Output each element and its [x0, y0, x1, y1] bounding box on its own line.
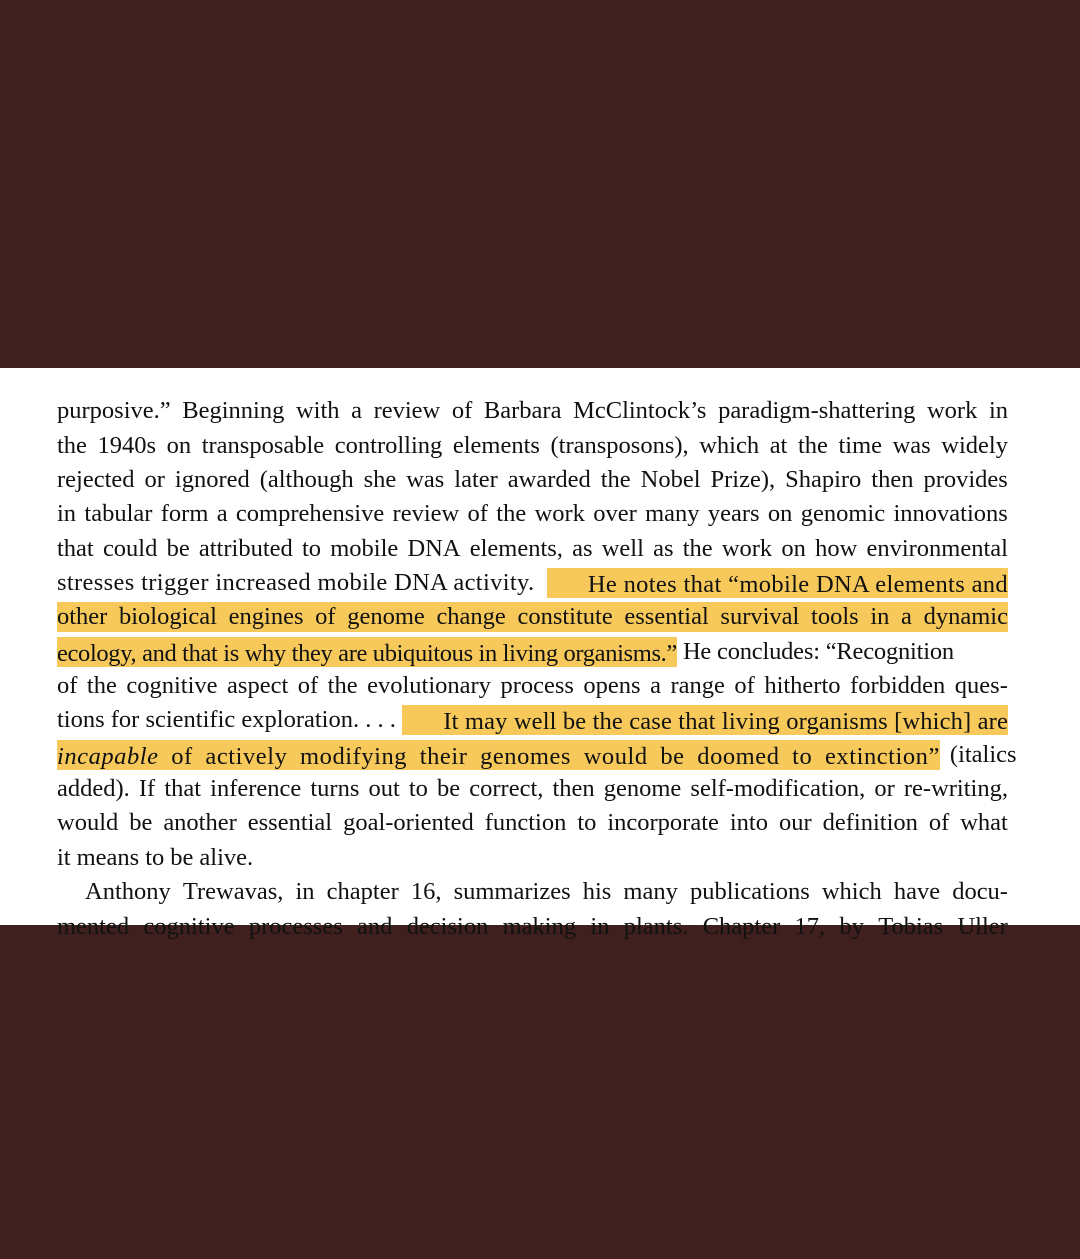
word: another: [163, 809, 237, 836]
word: as: [572, 535, 593, 562]
word: of: [57, 672, 78, 699]
word: survival: [720, 603, 800, 630]
word: which: [699, 432, 760, 459]
word: how: [815, 535, 858, 562]
highlighted-passage-1b: [57, 602, 1008, 632]
word: on: [767, 500, 793, 527]
word: his: [582, 878, 612, 905]
word: review: [373, 397, 441, 424]
word: function: [484, 809, 567, 836]
word: summarizes: [453, 878, 571, 905]
word: forbidden: [850, 672, 946, 699]
word: the: [682, 535, 713, 562]
text-line-10-plain: tions for scientific exploration. . . .: [57, 706, 396, 733]
word: what: [960, 809, 1008, 836]
word: or: [144, 466, 165, 493]
word: alive.: [199, 844, 254, 871]
word: ignored: [174, 466, 250, 493]
word: turns: [310, 775, 360, 802]
word: would: [57, 809, 119, 836]
word: a: [216, 500, 228, 527]
word: publications: [689, 878, 810, 905]
word: Trewavas,: [182, 878, 284, 905]
word: rejected: [57, 466, 135, 493]
text-line-1: [57, 396, 1008, 426]
word: be: [170, 844, 194, 871]
word: and: [357, 913, 393, 940]
word: then: [552, 775, 595, 802]
word: of: [467, 500, 488, 527]
text-line-12: [57, 774, 1008, 804]
highlighted-passage-1c: ecology, and that is why they are ubiquitous in living organisms.”: [57, 637, 677, 667]
word: work: [534, 500, 585, 527]
word: the: [57, 432, 87, 459]
word: over: [593, 500, 637, 527]
word: inference: [210, 775, 302, 802]
word: to: [408, 775, 428, 802]
word: Barbara: [483, 397, 562, 424]
word: the: [86, 672, 117, 699]
word: making: [502, 913, 577, 940]
word: definition: [822, 809, 918, 836]
word: plants.: [623, 913, 689, 940]
book-page-excerpt: [0, 368, 1080, 940]
word: provides: [923, 466, 1008, 493]
text-line-2: [57, 431, 1008, 461]
word: process: [500, 672, 574, 699]
word: the: [496, 500, 527, 527]
word: into: [729, 809, 768, 836]
word: to: [301, 535, 322, 562]
word: to: [577, 809, 597, 836]
word: attributed: [198, 535, 293, 562]
word: in: [590, 913, 610, 940]
word: docu-: [952, 878, 1008, 905]
word: awarded: [507, 466, 591, 493]
word: could: [102, 535, 158, 562]
word: ques-: [954, 672, 1008, 699]
word: re-writing,: [903, 775, 1008, 802]
word: in: [988, 397, 1008, 424]
word: out: [368, 775, 400, 802]
word: opens: [583, 672, 641, 699]
word: in: [870, 603, 890, 630]
text-line-3: [57, 465, 1008, 495]
word: work: [926, 397, 978, 424]
word: then: [871, 466, 914, 493]
word: as: [653, 535, 674, 562]
word: processes: [248, 913, 343, 940]
word: of: [315, 603, 336, 630]
word: Chapter: [702, 913, 781, 940]
word: tabular: [84, 500, 153, 527]
word: other: [57, 603, 108, 630]
word: cognitive: [143, 913, 235, 940]
word: that: [57, 535, 94, 562]
word: Anthony: [85, 878, 171, 905]
word: essential: [624, 603, 709, 630]
word: means: [76, 844, 140, 871]
text-line-8: [57, 637, 1008, 667]
word: our: [778, 809, 812, 836]
word: was: [406, 466, 445, 493]
word: elements: [452, 432, 540, 459]
text-line-6-plain: stresses trigger increased mobile DNA activity.: [57, 569, 535, 596]
word: Beginning: [182, 397, 285, 424]
word: decision: [406, 913, 489, 940]
word: essential: [247, 809, 333, 836]
word: correct,: [469, 775, 544, 802]
word: many: [645, 500, 700, 527]
word: environmental: [866, 535, 1008, 562]
word: with: [295, 397, 340, 424]
word: form: [160, 500, 209, 527]
text-line-11-plain: (italics: [949, 741, 1017, 768]
word: controlling: [334, 432, 443, 459]
word: the: [327, 672, 358, 699]
word: widely: [941, 432, 1008, 459]
word: be: [166, 535, 190, 562]
word: tools: [811, 603, 859, 630]
word: at: [769, 432, 788, 459]
text-line-9: [57, 671, 1008, 701]
word: evolutionary: [367, 672, 491, 699]
word: a: [351, 397, 362, 424]
text-line-11: [57, 740, 1017, 770]
word: later: [454, 466, 498, 493]
word: be: [437, 775, 461, 802]
highlighted-passage-2b: [57, 740, 940, 770]
word: well: [601, 535, 644, 562]
word: which: [821, 878, 882, 905]
word: on: [166, 432, 192, 459]
word: of: [928, 809, 950, 836]
text-line-14: [57, 843, 1008, 873]
text-line-16-cropped: [57, 912, 1008, 942]
word: be: [129, 809, 153, 836]
word: If: [138, 775, 156, 802]
word: that: [164, 775, 202, 802]
word: DNA: [407, 535, 461, 562]
word: to: [145, 844, 165, 871]
word: dynamic: [923, 603, 1008, 630]
highlighted-passage-2a: It may well be the case that living organisms [which] are: [402, 705, 1008, 735]
word: aspect: [227, 672, 289, 699]
word: 17,: [794, 913, 826, 940]
word: on: [781, 535, 806, 562]
word: biological: [119, 603, 217, 630]
text-line-15: [85, 877, 1008, 907]
word: mobile: [330, 535, 399, 562]
word: 16,: [410, 878, 442, 905]
highlighted-passage-1a: He notes that “mobile DNA elements and: [547, 568, 1008, 598]
word: years: [707, 500, 760, 527]
word: it: [57, 844, 71, 871]
word: she: [363, 466, 397, 493]
word: transposable: [201, 432, 325, 459]
word: genome: [347, 603, 425, 630]
word: self-modification,: [690, 775, 866, 802]
word: paradigm-shattering: [718, 397, 916, 424]
word: constitute: [517, 603, 613, 630]
word: (transposons),: [550, 432, 689, 459]
word: of: [734, 672, 755, 699]
word: Shapiro: [785, 466, 862, 493]
word: innovations: [893, 500, 1008, 527]
word: (although: [259, 466, 354, 493]
word: of: [451, 397, 473, 424]
word: a: [650, 672, 661, 699]
word: Tobias: [878, 913, 944, 940]
word: in: [57, 500, 77, 527]
highlighted-passage-2b-text: of actively modifying their genomes would be doomed to extinction”: [171, 743, 940, 770]
text-line-10: [57, 705, 1008, 735]
word: 1940s: [97, 432, 157, 459]
word: engines: [228, 603, 304, 630]
word: review: [392, 500, 460, 527]
word: incorporate: [607, 809, 719, 836]
word: work: [721, 535, 773, 562]
word: change: [436, 603, 506, 630]
text-line-5: [57, 534, 1008, 564]
word: the: [797, 432, 828, 459]
word: have: [893, 878, 941, 905]
word: goal-oriented: [343, 809, 474, 836]
word: Uller: [957, 913, 1008, 940]
text-line-6: [57, 568, 1008, 598]
word: chapter: [326, 878, 399, 905]
word: range: [670, 672, 725, 699]
word: time: [838, 432, 883, 459]
italic-word: incapable: [57, 743, 159, 770]
word: McClintock’s: [573, 397, 707, 424]
word: genomic: [800, 500, 886, 527]
word: a: [901, 603, 912, 630]
word: in: [295, 878, 315, 905]
word: the: [600, 466, 631, 493]
word: by: [839, 913, 864, 940]
word: comprehensive: [235, 500, 385, 527]
word: elements,: [469, 535, 563, 562]
word: added).: [57, 775, 130, 802]
word: of: [297, 672, 319, 699]
word: hitherto: [764, 672, 841, 699]
word: Nobel: [640, 466, 701, 493]
word: many: [623, 878, 678, 905]
text-line-13: [57, 808, 1008, 838]
text-line-8-plain: He concludes: “Recognition: [682, 638, 954, 665]
word: mented: [57, 913, 130, 940]
word: purposive.”: [57, 397, 171, 424]
word: genome: [603, 775, 682, 802]
text-line-4: [57, 499, 1008, 529]
word: was: [892, 432, 931, 459]
word: Prize),: [710, 466, 776, 493]
word: cognitive: [126, 672, 218, 699]
word: or: [874, 775, 895, 802]
